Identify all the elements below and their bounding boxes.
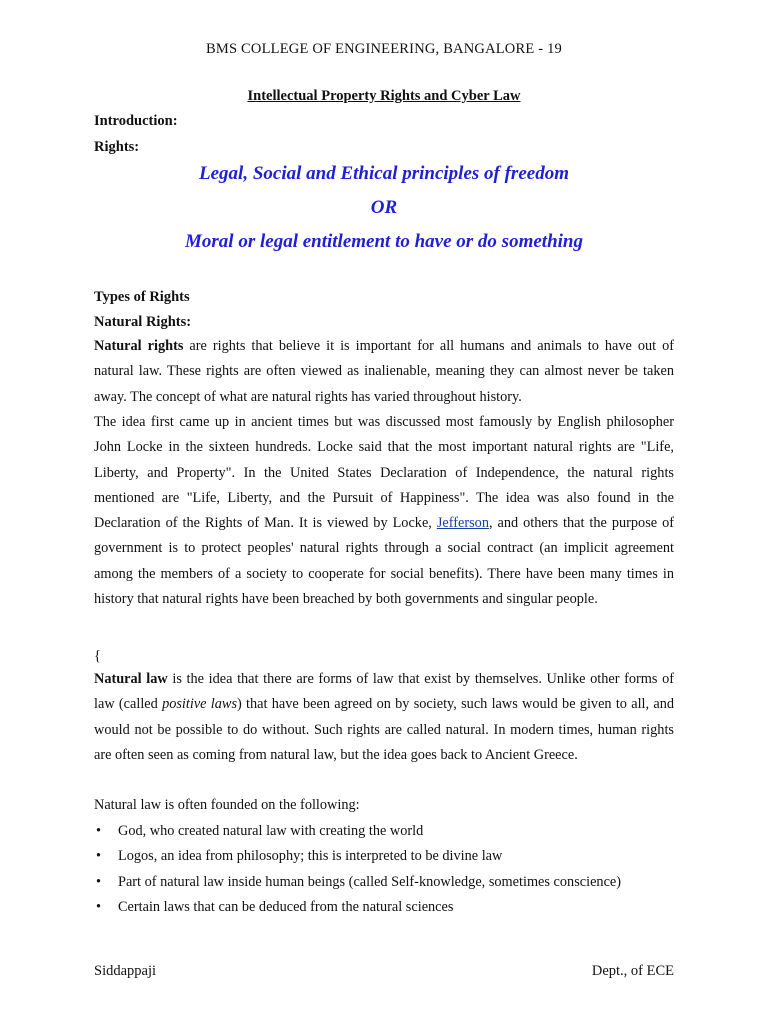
list-item: • Part of natural law inside human beings (called Self-knowledge, sometimes conscience)	[94, 870, 694, 895]
page-header: BMS COLLEGE OF ENGINEERING, BANGALORE - 19	[206, 41, 562, 57]
bullet-icon: •	[96, 848, 102, 865]
natural-law-foundations-list	[94, 819, 694, 920]
bullet-icon: •	[96, 823, 102, 839]
natural-rights-heading: Natural Rights:	[94, 314, 192, 330]
natural-law-text-b: ) that have been agreed on by society, such laws would be given to all, and would not be possible to do without. Such rights are called natural. In modern times, human rights are often seen as coming from natural law, but the idea goes back to Ancient Greece.	[94, 696, 674, 763]
bullet-icon: •	[96, 898, 102, 915]
natural-rights-term: Natural rights	[94, 338, 184, 354]
document-title: Intellectual Property Rights and Cyber Law	[247, 88, 521, 104]
locke-text-a: The idea first came up in ancient times but was discussed most famously by English philosopher John Locke in the sixteen hundreds. Locke said that the most important natural rights are "Life, Liberty, and Property". In the United States Declaration of Independence, the natural rights mentioned are "Life, Liberty, and the Pursuit of Happiness". The idea was also found in the Declaration of the Rights of Man. It is viewed by Locke,	[94, 414, 674, 532]
types-of-rights-heading: Types of Rights	[94, 289, 190, 305]
natural-rights-paragraph	[94, 334, 674, 410]
brace-symbol: {	[94, 648, 101, 664]
definition-line-1: Legal, Social and Ethical principles of freedom	[199, 163, 569, 184]
list-item: • Certain laws that can be deduced from the natural sciences	[94, 895, 694, 920]
natural-law-paragraph	[94, 667, 674, 768]
footer-author: Siddappaji	[94, 963, 157, 979]
footer-department: Dept., of ECE	[591, 963, 674, 979]
bullet-icon: •	[96, 873, 102, 890]
definition-line-2: Moral or legal entitlement to have or do something	[185, 231, 583, 252]
introduction-heading: Introduction:	[94, 113, 178, 129]
list-item: • Logos, an idea from philosophy; this is interpreted to be divine law	[94, 844, 694, 869]
rights-heading: Rights:	[94, 139, 140, 155]
jefferson-link[interactable]: Jefferson	[436, 515, 489, 532]
natural-law-text-a: is the idea that there are forms of law that exist by themselves. Unlike other forms of law (called	[94, 671, 674, 713]
natural-law-term: Natural law	[94, 671, 168, 687]
locke-text-b: , and others that the purpose of government is to protect peoples' natural rights through a social contract (an implicit agreement among the members of a society to cooperate for social benefits). There have been many times in history that natural rights have been breached by both governments and singular people.	[94, 515, 674, 608]
natural-rights-text: are rights that believe it is important for all humans and animals to have out of natural law. These rights are often viewed as inalienable, meaning they can almost never be taken away. The concept of what are natural rights has varied throughout history.	[94, 338, 675, 405]
founded-on-intro: Natural law is often founded on the following:	[94, 797, 360, 813]
locke-paragraph	[94, 410, 674, 612]
definition-or: OR	[370, 197, 398, 218]
positive-laws-term: positive laws	[162, 696, 238, 713]
list-item: • God, who created natural law with creating the world	[94, 819, 694, 844]
